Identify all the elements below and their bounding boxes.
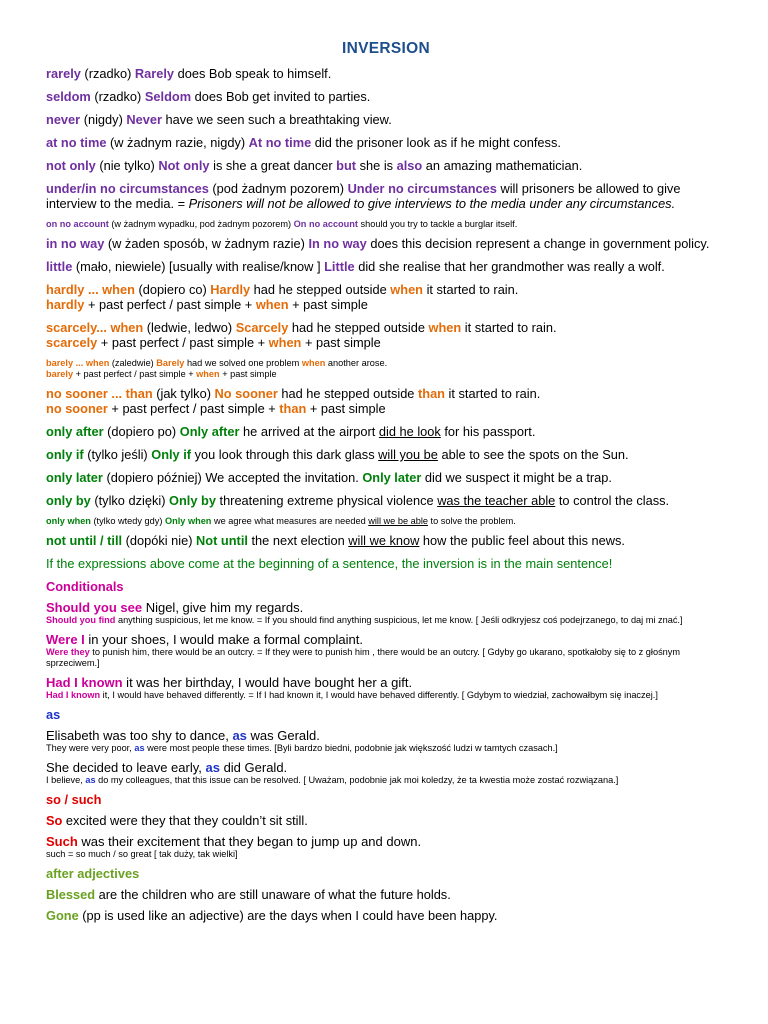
example-text: does Bob speak to himself.	[174, 66, 332, 81]
formula-line	[46, 401, 726, 416]
example-text: were most people these times. [Byli bardzo biedni, podobnie jak większość ludzi w tamtych czasach.]	[144, 743, 558, 753]
formula-text: + past simple	[219, 369, 277, 379]
polish-gloss: (w żaden sposób, w żadnym razie)	[104, 236, 309, 251]
keyword-inverted: Only if	[151, 447, 192, 462]
polish-gloss: (jak tylko)	[152, 386, 215, 401]
keyword-also: also	[396, 158, 423, 173]
example-text: (pp is used like an adjective) are the days when I could have been happy.	[78, 908, 498, 923]
keyword-when: when	[390, 282, 424, 297]
polish-gloss: (w żadnym razie, nigdy)	[106, 135, 249, 150]
entry-barely	[46, 358, 726, 380]
keyword: as	[232, 728, 247, 743]
inverted-verb: will we know	[348, 533, 420, 548]
example-text: are the children who are still unaware of what the future holds.	[95, 887, 451, 902]
inversion-note: If the expressions above come at the beginning of a sentence, the inversion is in the main sentence!	[46, 556, 613, 571]
formula-keyword: scarcely	[46, 335, 98, 350]
keyword-inverted: Not until	[196, 533, 248, 548]
page-title: INVERSION	[342, 40, 430, 57]
example-text: you look through this dark glass	[191, 447, 379, 462]
keyword: Blessed	[46, 887, 96, 902]
keyword: only by	[46, 493, 91, 508]
keyword-inverted: Only after	[179, 424, 240, 439]
keyword: Should you see	[46, 600, 143, 615]
keyword: little	[46, 259, 73, 274]
as-item	[46, 728, 726, 754]
example-text: was Gerald.	[246, 728, 320, 743]
example-text: They were very poor,	[46, 743, 135, 753]
example-text: it, I would have behaved differently. = If I had known it, I would have behaved differently. [ Gdybym to wiedział, zachowałbym się inaczej.]	[100, 690, 658, 700]
entry-scarcely	[46, 320, 726, 350]
keyword-inverted: Only later	[362, 470, 422, 485]
keyword: Such	[46, 834, 78, 849]
inverted-verb: will you be	[378, 447, 438, 462]
entry-hardly	[46, 282, 726, 312]
entry-never	[46, 112, 726, 127]
section-heading-after-adjectives: after adjectives	[46, 866, 140, 881]
keyword: Gone	[46, 908, 79, 923]
example-text: had we solved one problem	[184, 358, 302, 368]
example-text: he arrived at the airport	[239, 424, 379, 439]
entry-only-after	[46, 424, 726, 439]
keyword: barely ... when	[46, 358, 110, 368]
polish-gloss: (dopiero później) We accepted the invitation.	[102, 470, 363, 485]
example-text: another arose.	[325, 358, 388, 368]
formula-text: + past perfect / past simple +	[97, 335, 269, 350]
polish-gloss: (dopiero co)	[134, 282, 211, 297]
formula-keyword: when	[255, 297, 289, 312]
example-line	[46, 320, 726, 335]
keyword: on no account	[46, 219, 109, 229]
section-heading-conditionals: Conditionals	[46, 579, 124, 594]
example-text: I believe,	[46, 775, 86, 785]
polish-gloss: (dopiero po)	[103, 424, 180, 439]
entry-not-until	[46, 533, 726, 548]
keyword-inverted: Only by	[169, 493, 216, 508]
keyword: rarely	[46, 66, 81, 81]
keyword-than: than	[417, 386, 445, 401]
example-text: had he stepped outside	[250, 282, 391, 297]
paraphrase-text: Prisoners will not be allowed to give interviews to the media under any circumstances.	[188, 196, 676, 211]
example-text: do my colleagues, that this issue can be resolved. [ Uważam, podobnie jak moi koledzy, że ta kwestia może zostać rozwiązana.]	[95, 775, 619, 785]
keyword: seldom	[46, 89, 91, 104]
keyword-inverted: At no time	[248, 135, 312, 150]
keyword: as	[205, 760, 220, 775]
example-line	[46, 386, 726, 401]
example-text: to solve the problem.	[428, 516, 516, 526]
formula-text: + past simple	[306, 401, 386, 416]
keyword: Were I	[46, 632, 85, 647]
example-text: is she a great dancer	[209, 158, 337, 173]
as-item	[46, 760, 726, 786]
polish-gloss: (tylko dzięki)	[90, 493, 170, 508]
formula-keyword: when	[268, 335, 302, 350]
polish-gloss: (rzadko)	[90, 89, 145, 104]
example-text: does Bob get invited to parties.	[191, 89, 371, 104]
keyword: Were they	[46, 647, 90, 657]
keyword: only if	[46, 447, 84, 462]
formula-text: + past perfect / past simple +	[73, 369, 197, 379]
entry-rarely	[46, 66, 726, 81]
keyword: not only	[46, 158, 96, 173]
formula-text: + past simple	[288, 297, 368, 312]
keyword: only after	[46, 424, 104, 439]
example-text: how the public feel about this news.	[419, 533, 625, 548]
formula-text: + past simple	[301, 335, 381, 350]
formula-text: + past perfect / past simple +	[107, 401, 280, 416]
keyword-inverted: Under no circumstances	[347, 181, 497, 196]
keyword-inverted: Little	[324, 259, 355, 274]
example-text: an amazing mathematician.	[422, 158, 583, 173]
keyword-inverted: Never	[126, 112, 162, 127]
polish-gloss: (mało, niewiele) [usually with realise/know ]	[72, 259, 325, 274]
polish-gloss: (pod żadnym pozorem)	[208, 181, 348, 196]
entry-under-no-circumstances	[46, 181, 726, 211]
example-text: excited were they that they couldn’t sit still.	[62, 813, 308, 828]
example-text: had he stepped outside	[277, 386, 418, 401]
example-text: have we seen such a breathtaking view.	[161, 112, 392, 127]
keyword-inverted: In no way	[308, 236, 367, 251]
adjective-line	[46, 908, 726, 923]
keyword: scarcely... when	[46, 320, 144, 335]
keyword-when: when	[428, 320, 462, 335]
formula-keyword: when	[196, 369, 220, 379]
entry-in-no-way	[46, 236, 726, 251]
conditional-item	[46, 632, 726, 669]
entry-little	[46, 259, 726, 274]
example-text: she is	[356, 158, 397, 173]
keyword-inverted: Hardly	[210, 282, 251, 297]
polish-gloss: (nigdy)	[80, 112, 127, 127]
entry-only-if	[46, 447, 726, 462]
keyword: no sooner ... than	[46, 386, 153, 401]
example-text: does this decision represent a change in government policy.	[366, 236, 710, 251]
keyword: never	[46, 112, 81, 127]
polish-gloss: (tylko jeśli)	[83, 447, 152, 462]
keyword-inverted: Only when	[164, 516, 212, 526]
example-text: to control the class.	[555, 493, 670, 508]
example-text: Nigel, give him my regards.	[142, 600, 304, 615]
conditional-item	[46, 675, 726, 701]
keyword: only when	[46, 516, 91, 526]
keyword-when: when	[301, 358, 326, 368]
inverted-verb: was the teacher able	[437, 493, 556, 508]
entry-no-sooner	[46, 386, 726, 416]
example-text: it started to rain.	[445, 386, 541, 401]
entry-only-when	[46, 516, 726, 527]
inverted-verb: did he look	[378, 424, 441, 439]
example-text: able to see the spots on the Sun.	[437, 447, 629, 462]
keyword: Had I known	[46, 690, 101, 700]
keyword: Had I known	[46, 675, 123, 690]
entry-not-only	[46, 158, 726, 173]
keyword-inverted: Rarely	[134, 66, 175, 81]
keyword: in no way	[46, 236, 105, 251]
formula-line	[46, 335, 726, 350]
keyword-inverted: On no account	[293, 219, 358, 229]
keyword-inverted: No sooner	[214, 386, 278, 401]
example-text: it was her birthday, I would have bought her a gift.	[122, 675, 413, 690]
keyword-but: but	[336, 158, 357, 173]
entry-seldom	[46, 89, 726, 104]
example-text: the next election	[247, 533, 349, 548]
formula-keyword: than	[279, 401, 307, 416]
example-text: did the prisoner look as if he might confess.	[311, 135, 561, 150]
polish-gloss: (w żadnym wypadku, pod żadnym pozorem)	[108, 219, 294, 229]
example-text: She decided to leave early,	[46, 760, 206, 775]
entry-at-no-time	[46, 135, 726, 150]
formula-text: + past perfect / past simple +	[84, 297, 256, 312]
example-text: anything suspicious, let me know. = If you should find anything suspicious, let me know. [ Jeśli odkryjesz coś podejrzanego, to daj mi znać.]	[115, 615, 683, 625]
formula-line	[46, 369, 726, 380]
keyword-inverted: Scarcely	[235, 320, 289, 335]
example-text: it started to rain.	[461, 320, 557, 335]
keyword: under/in no circumstances	[46, 181, 209, 196]
entry-only-later	[46, 470, 726, 485]
keyword: Should you find	[46, 615, 116, 625]
example-text: Elisabeth was too shy to dance,	[46, 728, 233, 743]
formula-line	[46, 297, 726, 312]
keyword: as	[85, 775, 96, 785]
polish-gloss: (tylko wtedy gdy)	[90, 516, 165, 526]
keyword: at no time	[46, 135, 107, 150]
formula-keyword: barely	[46, 369, 74, 379]
entry-on-no-account	[46, 219, 726, 230]
so-such-note: such = so much / so great [ tak duży, tak wielki]	[46, 849, 238, 859]
keyword: as	[134, 743, 145, 753]
keyword-inverted: Barely	[156, 358, 185, 368]
inverted-verb: will we be able	[368, 516, 428, 526]
keyword: hardly ... when	[46, 282, 135, 297]
example-text: we agree what measures are needed	[211, 516, 369, 526]
so-such-item	[46, 834, 726, 860]
example-text: did Gerald.	[219, 760, 288, 775]
keyword-inverted: Not only	[158, 158, 210, 173]
polish-gloss: (ledwie, ledwo)	[143, 320, 236, 335]
adjective-line	[46, 887, 726, 902]
so-such-line	[46, 813, 726, 828]
section-heading-as: as	[46, 707, 61, 722]
example-line	[46, 358, 726, 369]
section-heading-so-such: so / such	[46, 792, 102, 807]
conditional-item	[46, 600, 726, 626]
example-text: in your shoes, I would make a formal complaint.	[84, 632, 363, 647]
polish-gloss: (rzadko)	[80, 66, 135, 81]
keyword: only later	[46, 470, 103, 485]
keyword: So	[46, 813, 63, 828]
example-text: it started to rain.	[423, 282, 519, 297]
example-text: for his passport.	[440, 424, 536, 439]
example-text: threatening extreme physical violence	[215, 493, 438, 508]
keyword: not until / till	[46, 533, 123, 548]
example-text: did we suspect it might be a trap.	[421, 470, 612, 485]
example-text: did she realise that her grandmother was really a wolf.	[354, 259, 665, 274]
polish-gloss: (zaledwie)	[109, 358, 157, 368]
polish-gloss: (nie tylko)	[95, 158, 159, 173]
example-text: should you try to tackle a burglar itself.	[357, 219, 518, 229]
entry-only-by	[46, 493, 726, 508]
example-line	[46, 282, 726, 297]
example-text: will prisoners be allowed to give interview to the media. =	[46, 181, 681, 211]
document-page	[46, 40, 726, 929]
polish-gloss: (dopóki nie)	[122, 533, 197, 548]
example-text: was their excitement that they began to jump up and down.	[77, 834, 422, 849]
formula-keyword: hardly	[46, 297, 85, 312]
example-text: to punish him, there would be an outcry. = If they were to punish him , there would be an outcry. [ Gdyby go ukarano, spotkałoby się to z głośnym sprzeciwem.]	[46, 647, 681, 668]
example-text: had he stepped outside	[288, 320, 429, 335]
keyword-inverted: Seldom	[144, 89, 192, 104]
formula-keyword: no sooner	[46, 401, 108, 416]
